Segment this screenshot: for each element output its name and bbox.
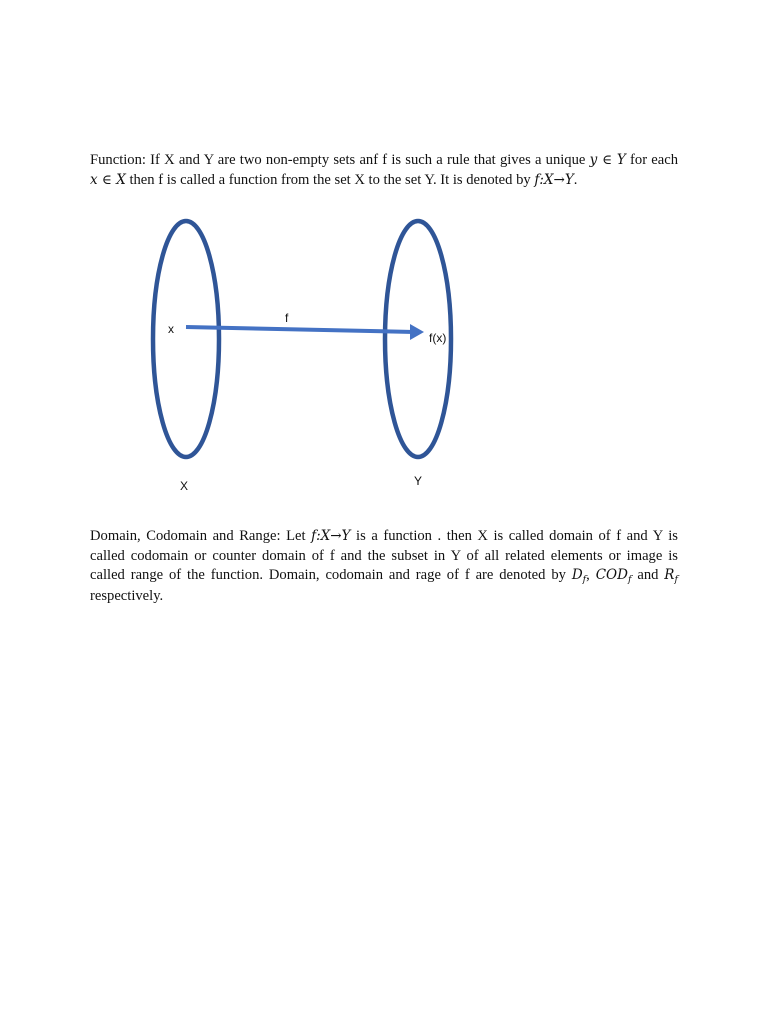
text-run: Domain, Codomain and Range: Let — [90, 528, 312, 544]
text-run: called range of the function. Domain, codomain and rage of f are denoted by — [90, 567, 572, 583]
domain-line-2: called codomain or counter domain of f and the subset in Y of all related elements or image is — [90, 547, 678, 564]
domain-line-4: respectively. — [90, 587, 164, 604]
function-definition-paragraph — [90, 151, 678, 190]
math-subscript: f — [582, 574, 587, 585]
arrow-f-label: f — [285, 311, 289, 325]
text-run: Function: If X and Y are two non-empty sets anf f is such a rule that gives a unique — [90, 152, 590, 168]
domain-line-3 — [90, 566, 678, 587]
math-subscript: f — [674, 574, 678, 585]
element-fx-label: f(x) — [429, 331, 447, 345]
text-run: and — [631, 567, 665, 583]
function-definition-line-1 — [90, 151, 678, 171]
math-COD-f — [596, 567, 632, 583]
math-y-in-Y: y ∈ Y — [589, 152, 626, 168]
function-mapping-diagram — [0, 200, 768, 500]
set-y-label: Y — [414, 474, 423, 488]
text-run: , — [586, 567, 596, 583]
math-R-f — [664, 567, 678, 583]
element-x-label: x — [168, 322, 174, 336]
text-run: then f is called a function from the set X to the set Y. It is denoted by — [125, 171, 535, 188]
arrowhead-icon — [410, 324, 424, 340]
math-D-f — [572, 567, 586, 583]
math-main: R — [664, 567, 675, 583]
text-run: . — [573, 171, 578, 188]
domain-line-1 — [90, 527, 678, 547]
math-x-in-X: x ∈ X — [90, 171, 126, 188]
math-main: COD — [595, 567, 628, 583]
text-run: is a function . then X is called domain of f and Y is — [350, 528, 678, 544]
math-main: D — [571, 567, 583, 583]
math-f-X-to-Y: f:X→Y — [534, 171, 574, 188]
text-run: for each — [625, 152, 679, 168]
set-x-label: X — [180, 479, 189, 493]
function-definition-line-2 — [90, 171, 678, 191]
domain-codomain-range-paragraph — [90, 527, 678, 606]
math-subscript: f — [627, 574, 632, 585]
set-x-ellipse — [153, 221, 219, 457]
math-f-X-to-Y: f:X→Y — [311, 528, 351, 544]
